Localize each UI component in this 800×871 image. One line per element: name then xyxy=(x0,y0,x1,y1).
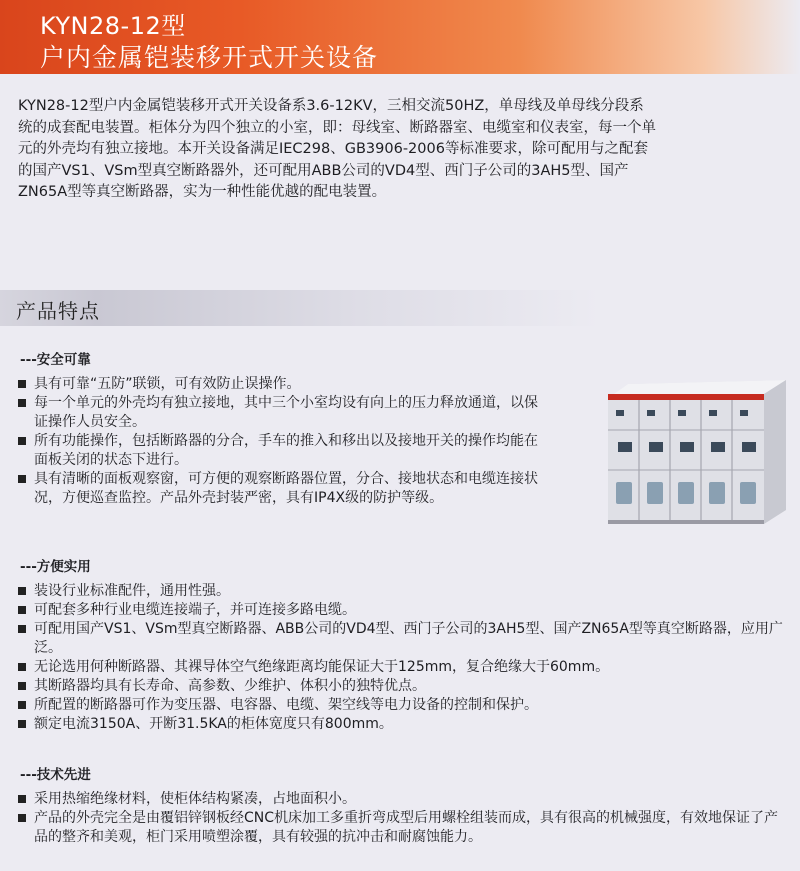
list-item: 产品的外壳完全是由覆铝锌钢板经CNC机床加工多重折弯成型后用螺栓组装而成，具有很高的机械强度，有效地保证了产品的整齐和美观，柜门采用喷塑涂覆，具有较强的抗冲击和耐腐蚀能力。 xyxy=(16,809,791,847)
list-item: 具有清晰的面板观察窗，可方便的观察断路器位置，分合、接地状态和电缆连接状况，方便巡查监控。产品外壳封装严密，具有IP4X级的防护等级。 xyxy=(16,470,541,508)
safety-subtitle: ---安全可靠 xyxy=(20,352,91,368)
list-item: 所有功能操作，包括断路器的分合，手车的推入和移出以及接地开关的操作均能在面板关闭的状态下进行。 xyxy=(16,432,541,470)
convenience-subtitle: ---方便实用 xyxy=(20,559,91,575)
list-item: 装设行业标准配件，通用性强。 xyxy=(16,582,791,601)
features-section-title: 产品特点 xyxy=(16,299,100,323)
list-item: 所配置的断路器可作为变压器、电容器、电缆、架空线等电力设备的控制和保护。 xyxy=(16,696,791,715)
list-item: 采用热缩绝缘材料，使柜体结构紧凑，占地面积小。 xyxy=(16,790,791,809)
header-banner xyxy=(0,0,800,74)
switchgear-cabinet-image xyxy=(600,370,790,530)
list-item: 可配用国产VS1、VSm型真空断路器、ABB公司的VD4型、西门子公司的3AH5型、国产ZN65A型等真空断路器，应用广泛。 xyxy=(16,620,791,658)
technology-subtitle: ---技术先进 xyxy=(20,767,91,783)
list-item: 其断路器均具有长寿命、高参数、少维护、体积小的独特优点。 xyxy=(16,677,791,696)
features-section-bar xyxy=(0,290,800,326)
product-model: KYN28-12型 xyxy=(40,12,186,40)
list-item: 可配套多种行业电缆连接端子，并可连接多路电缆。 xyxy=(16,601,791,620)
product-title: 户内金属铠装移开式开关设备 xyxy=(40,43,379,72)
list-item: 每一个单元的外壳均有独立接地，其中三个小室均设有向上的压力释放通道，以保证操作人员安全。 xyxy=(16,394,541,432)
list-item: 额定电流3150A、开断31.5KA的柜体宽度只有800mm。 xyxy=(16,715,791,734)
technology-list xyxy=(16,790,791,847)
convenience-list xyxy=(16,582,791,734)
list-item: 无论选用何种断路器、其裸导体空气绝缘距离均能保证大于125mm，复合绝缘大于60mm。 xyxy=(16,658,791,677)
intro-paragraph: KYN28-12型户内金属铠装移开式开关设备系3.6-12KV，三相交流50HZ，单母线及单母线分段系统的成套配电装置。柜体分为四个独立的小室，即：母线室、断路器室、电缆室和仪表室，每一个单元的外壳均有独立接地。本开关设备满足IEC298、GB3906-2006等标准要求，除可配用与之配套的国产VS1、VSm型真空断路器外，还可配用ABB公司的VD4型、西门子公司的3AH5型、国产ZN65A型等真空断路器，实为一种性能优越的配电装置。 xyxy=(18,98,656,200)
safety-list xyxy=(16,375,541,508)
list-item: 具有可靠“五防”联锁，可有效防止误操作。 xyxy=(16,375,541,394)
